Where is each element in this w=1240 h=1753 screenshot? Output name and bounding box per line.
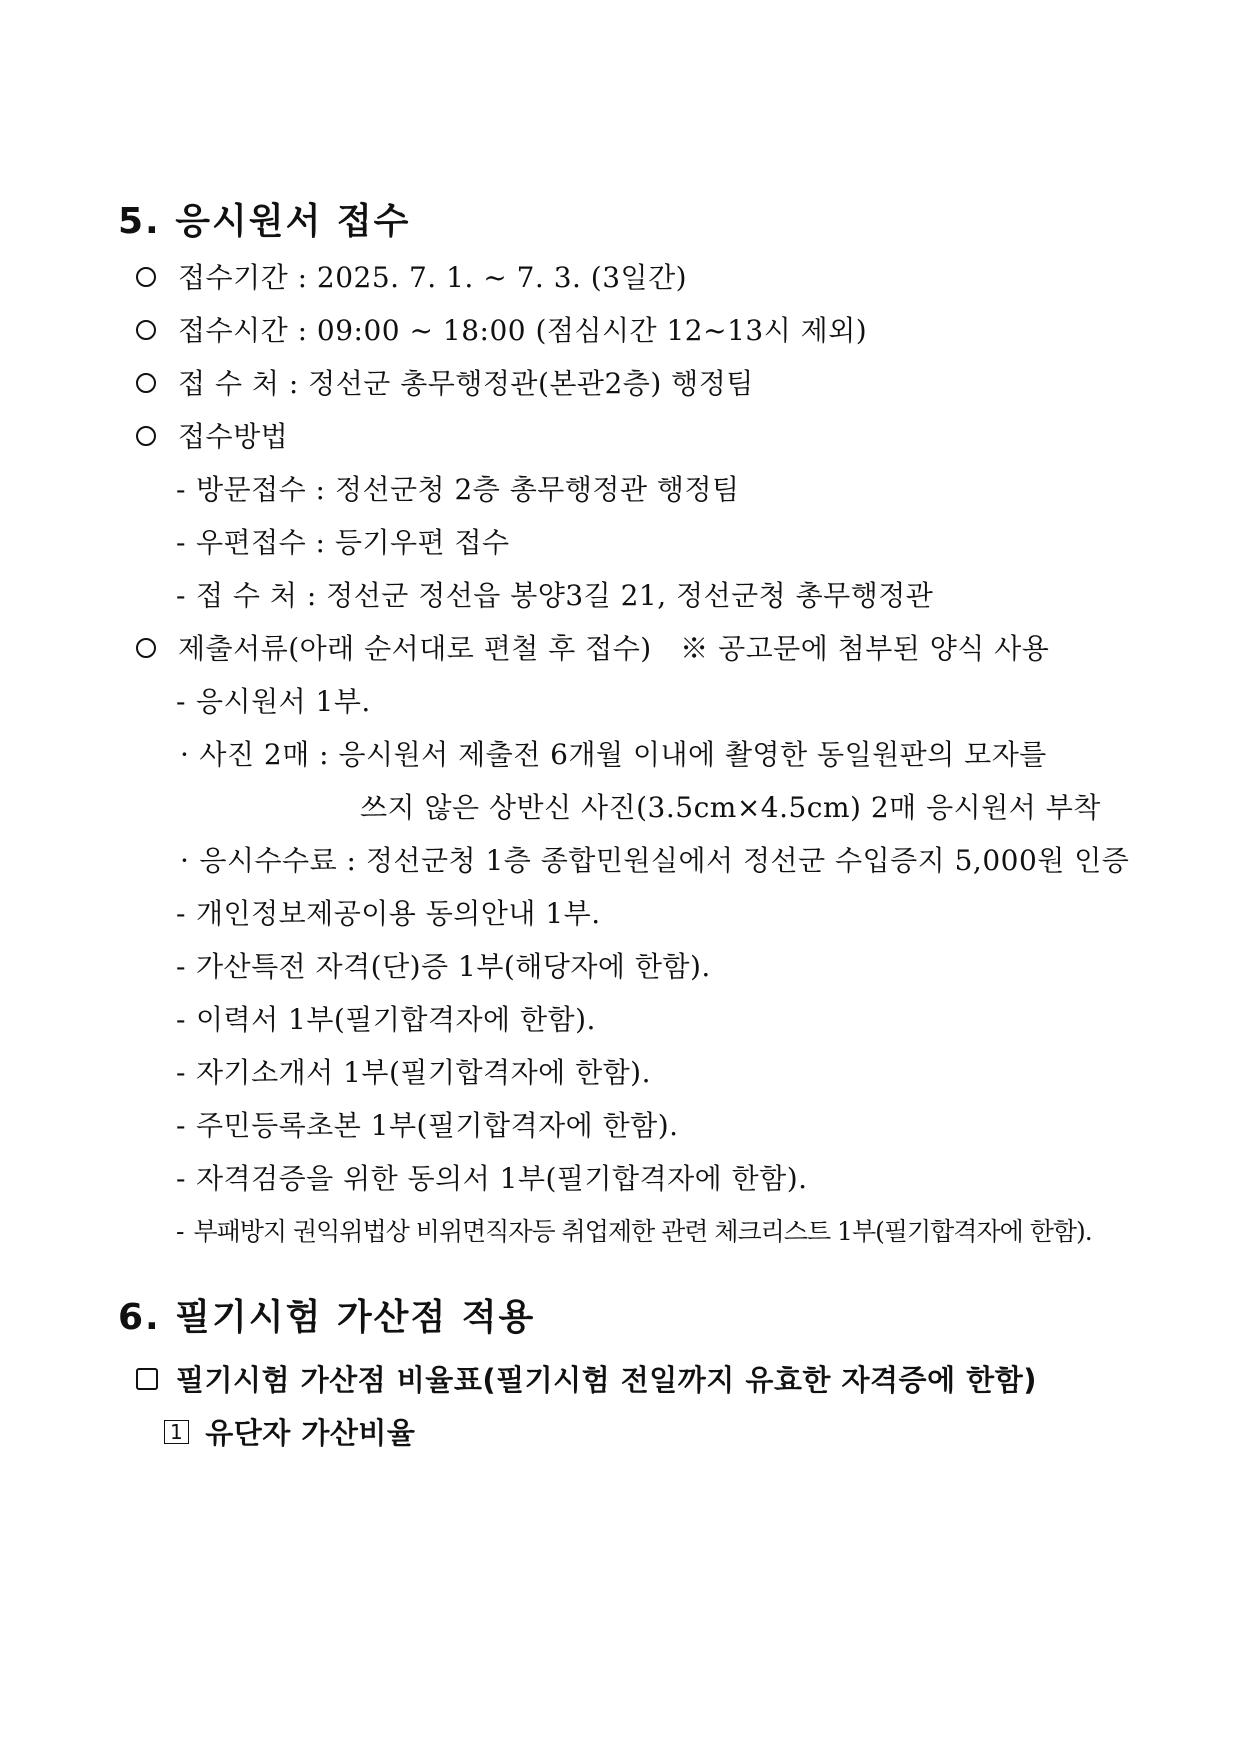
section5-heading: 5. 응시원서 접수 xyxy=(118,201,411,242)
method-mail-item xyxy=(176,525,510,561)
doc-privacy-text: 개인정보제공이용 동의안내 1부. xyxy=(195,897,601,930)
method-label: 접수방법 xyxy=(178,420,289,453)
period-item xyxy=(136,260,687,296)
dot-bullet: · xyxy=(180,738,190,771)
circle-bullet-icon xyxy=(136,426,156,446)
doc-resident-item xyxy=(176,1108,679,1144)
doc-checklist-text: 부패방지 권익위법상 비위면직자등 취업제한 관련 체크리스트 1부(필기합격자에 한함). xyxy=(193,1217,1092,1246)
doc-certificate-text: 가산특전 자격(단)증 1부(해당자에 한함). xyxy=(195,950,711,983)
documents-item xyxy=(136,631,1049,667)
item-black-belt xyxy=(164,1415,415,1451)
doc-certificate-item xyxy=(176,949,711,985)
doc-resume-item xyxy=(176,1002,596,1038)
method-item xyxy=(136,419,288,455)
doc-photo-text-2: 쓰지 않은 상반신 사진(3.5cm×4.5cm) 2매 응시원서 부착 xyxy=(360,791,1101,824)
dash-bullet: - xyxy=(176,473,186,506)
circle-bullet-icon xyxy=(136,267,156,287)
dash-bullet: - xyxy=(176,685,186,718)
hours-item xyxy=(136,313,867,349)
dot-bullet: · xyxy=(180,844,190,877)
method-address-text: 접 수 처 : 정선군 정선읍 봉양3길 21, 정선군청 총무행정관 xyxy=(195,579,934,612)
doc-intro-text: 자기소개서 1부(필기합격자에 한함). xyxy=(195,1056,652,1089)
item-black-belt-text: 유단자 가산비율 xyxy=(205,1416,416,1450)
dash-bullet: - xyxy=(176,1109,186,1142)
method-visit-item xyxy=(176,472,740,508)
boxed-number: 1 xyxy=(164,1420,189,1444)
doc-checklist-item xyxy=(176,1214,1092,1250)
method-mail-text: 우편접수 : 등기우편 접수 xyxy=(195,526,510,559)
doc-fee-item xyxy=(180,843,1129,879)
dash-bullet: - xyxy=(176,1217,184,1246)
location-item xyxy=(136,366,754,402)
documents-label: 제출서류(아래 순서대로 편철 후 접수) ※ 공고문에 첨부된 양식 사용 xyxy=(178,632,1050,665)
doc-intro-item xyxy=(176,1055,651,1091)
dash-bullet: - xyxy=(176,950,186,983)
circle-bullet-icon xyxy=(136,373,156,393)
dash-bullet: - xyxy=(176,1162,186,1195)
section6-heading: 6. 필기시험 가산점 적용 xyxy=(118,1297,536,1338)
doc-resident-text: 주민등록초본 1부(필기합격자에 한함). xyxy=(195,1109,679,1142)
doc-resume-text: 이력서 1부(필기합격자에 한함). xyxy=(195,1003,596,1036)
doc-fee-text: 응시수수료 : 정선군청 1층 종합민원실에서 정선군 수입증지 5,000원 인증 xyxy=(199,844,1130,877)
circle-bullet-icon xyxy=(136,320,156,340)
doc-photo-item xyxy=(180,737,1047,773)
dash-bullet: - xyxy=(176,579,186,612)
doc-privacy-item xyxy=(176,896,601,932)
doc-application-text: 응시원서 1부. xyxy=(195,685,371,718)
dash-bullet: - xyxy=(176,897,186,930)
hours-text: 접수시간 : 09:00 ~ 18:00 (점심시간 12~13시 제외) xyxy=(178,314,868,347)
circle-bullet-icon xyxy=(136,638,156,658)
location-text: 접 수 처 : 정선군 총무행정관(본관2층) 행정팀 xyxy=(178,367,754,400)
table-label-text: 필기시험 가산점 비율표(필기시험 전일까지 유효한 자격증에 한함) xyxy=(176,1363,1037,1397)
method-visit-text: 방문접수 : 정선군청 2층 총무행정관 행정팀 xyxy=(195,473,740,506)
dash-bullet: - xyxy=(176,1056,186,1089)
doc-consent-text: 자격검증을 위한 동의서 1부(필기합격자에 한함). xyxy=(195,1162,808,1195)
method-address-item xyxy=(176,578,933,614)
doc-consent-item xyxy=(176,1161,808,1197)
dash-bullet: - xyxy=(176,1003,186,1036)
dash-bullet: - xyxy=(176,526,186,559)
square-bullet-icon xyxy=(136,1368,158,1390)
doc-application-item xyxy=(176,684,371,720)
doc-photo-text-1: 사진 2매 : 응시원서 제출전 6개월 이내에 촬영한 동일원판의 모자를 xyxy=(199,738,1047,771)
period-text: 접수기간 : 2025. 7. 1. ~ 7. 3. (3일간) xyxy=(178,261,688,294)
table-label-item xyxy=(136,1362,1037,1398)
